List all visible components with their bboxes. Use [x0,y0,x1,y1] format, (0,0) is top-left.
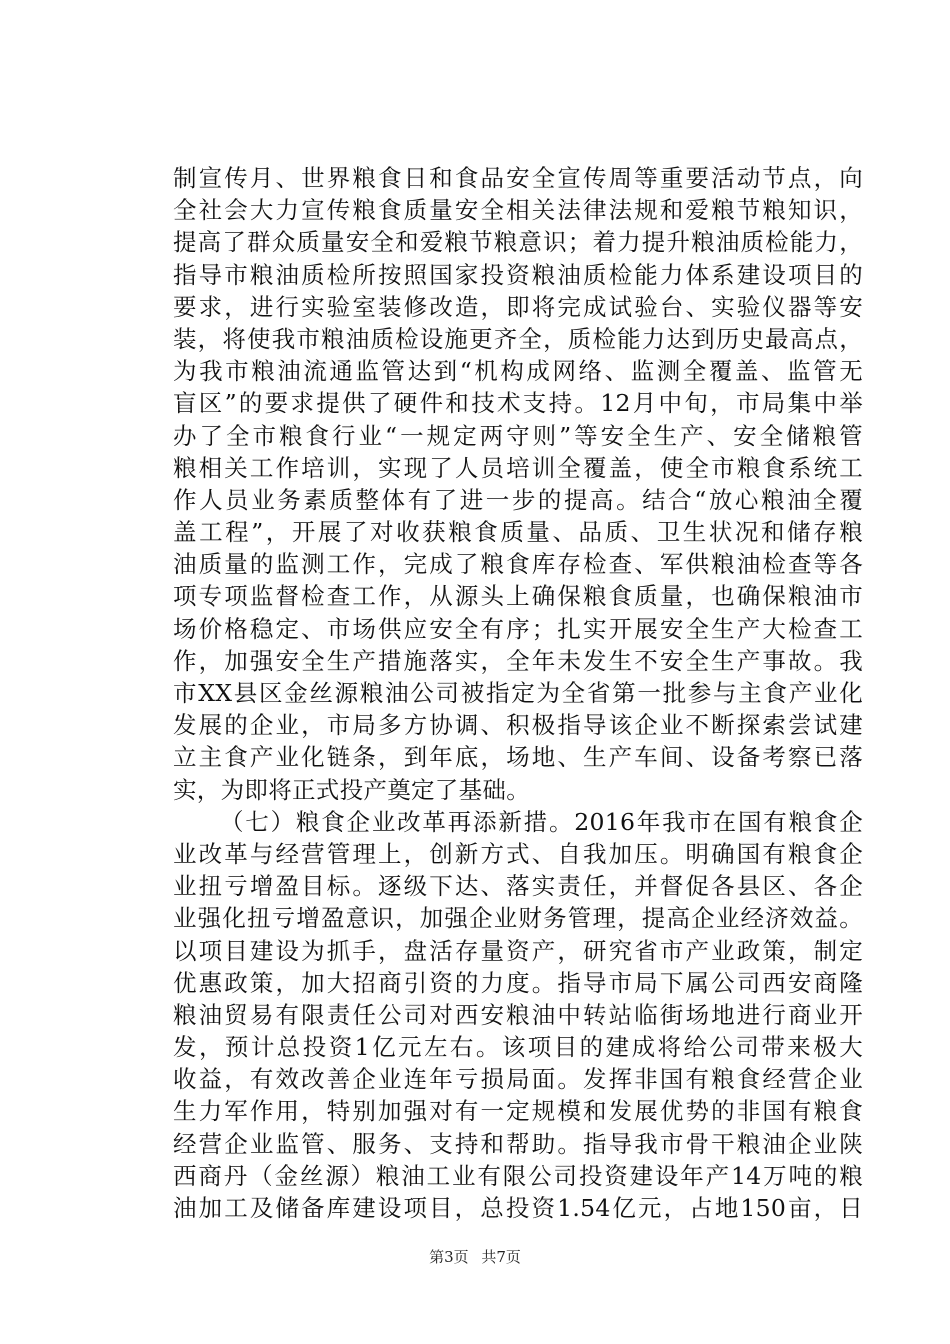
text-line: 作，加强安全生产措施落实，全年未发生不安全生产事故。我 [173,646,863,675]
text-line: 发展的企业，市局多方协调、积极指导该企业不断探索尝试建 [173,711,863,740]
text-line: 要求，进行实验室装修改造，即将完成试验台、实验仪器等安 [173,292,863,321]
text-line: 实，为即将正式投产奠定了基础。 [173,775,530,804]
text-line: 作人员业务素质整体有了进一步的提高。结合“放心粮油全覆 [173,485,863,514]
text-line: 经营企业监管、服务、支持和帮助。指导我市骨干粮油企业陕 [173,1129,863,1158]
text-line: 场价格稳定、市场供应安全有序；扎实开展安全生产大检查工 [173,614,863,643]
paragraph-1 [173,162,863,806]
text-line: 收益，有效改善企业连年亏损局面。发挥非国有粮食经营企业 [173,1065,863,1094]
text-line: 以项目建设为抓手，盘活存量资产，研究省市产业政策，制定 [173,936,863,965]
text-line: 油质量的监测工作，完成了粮食库存检查、军供粮油检查等各 [173,550,863,579]
text-line: 油加工及储备库建设项目，总投资1.54亿元，占地150亩，日 [173,1194,863,1222]
text-line: 办了全市粮食行业“一规定两守则”等安全生产、安全储粮管 [173,421,863,450]
text-line: 盲区”的要求提供了硬件和技术支持。12月中旬，市局集中举 [173,389,863,418]
text-line: 业改革与经营管理上，创新方式、自我加压。明确国有粮食企 [173,839,863,868]
text-line: 发，预计总投资1亿元左右。该项目的建成将给公司带来极大 [173,1033,863,1062]
page-footer [0,1246,950,1267]
text-line: 市XX县区金丝源粮油公司被指定为全省第一批参与主食产业化 [173,679,863,707]
text-line: 生力军作用，特别加强对有一定规模和发展优势的非国有粮食 [173,1097,863,1126]
text-line: 优惠政策，加大招商引资的力度。指导市局下属公司西安商隆 [173,968,863,997]
text-line: 提高了群众质量安全和爱粮节粮意识；着力提升粮油质检能力， [173,228,863,257]
text-line: 项专项监督检查工作，从源头上确保粮食质量，也确保粮油市 [173,582,863,611]
text-line: 粮油贸易有限责任公司对西安粮油中转站临街场地进行商业开 [173,1000,863,1029]
text-line: 业扭亏增盈目标。逐级下达、落实责任，并督促各县区、各企 [173,872,863,901]
text-line: 粮相关工作培训，实现了人员培训全覆盖，使全市粮食系统工 [173,453,863,482]
text-line: 为我市粮油流通监管达到“机构成网络、监测全覆盖、监管无 [173,357,863,386]
text-line: 立主食产业化链条，到年底，场地、生产车间、设备考察已落 [173,743,863,772]
page-number: 第3页 [429,1248,469,1266]
page-total: 共7页 [481,1248,521,1266]
text-line: 业强化扭亏增盈意识，加强企业财务管理，提高企业经济效益。 [173,904,863,933]
paragraph-2 [173,806,863,1224]
text-line: 西商丹（金丝源）粮油工业有限公司投资建设年产14万吨的粮 [173,1161,863,1190]
text-line: 全社会大力宣传粮食质量安全相关法律法规和爱粮节粮知识， [173,196,863,225]
text-line: 指导市粮油质检所按照国家投资粮油质检能力体系建设项目的 [173,260,863,289]
text-line: 制宣传月、世界粮食日和食品安全宣传周等重要活动节点，向 [173,164,863,192]
text-line: 盖工程”，开展了对收获粮食质量、品质、卫生状况和储存粮 [173,518,863,547]
text-line: 装，将使我市粮油质检设施更齐全，质检能力达到历史最高点， [173,324,863,353]
section-heading-line: （七）粮食企业改革再添新措。2016年我市在国有粮食企 [220,807,863,836]
document-body [173,162,863,1224]
